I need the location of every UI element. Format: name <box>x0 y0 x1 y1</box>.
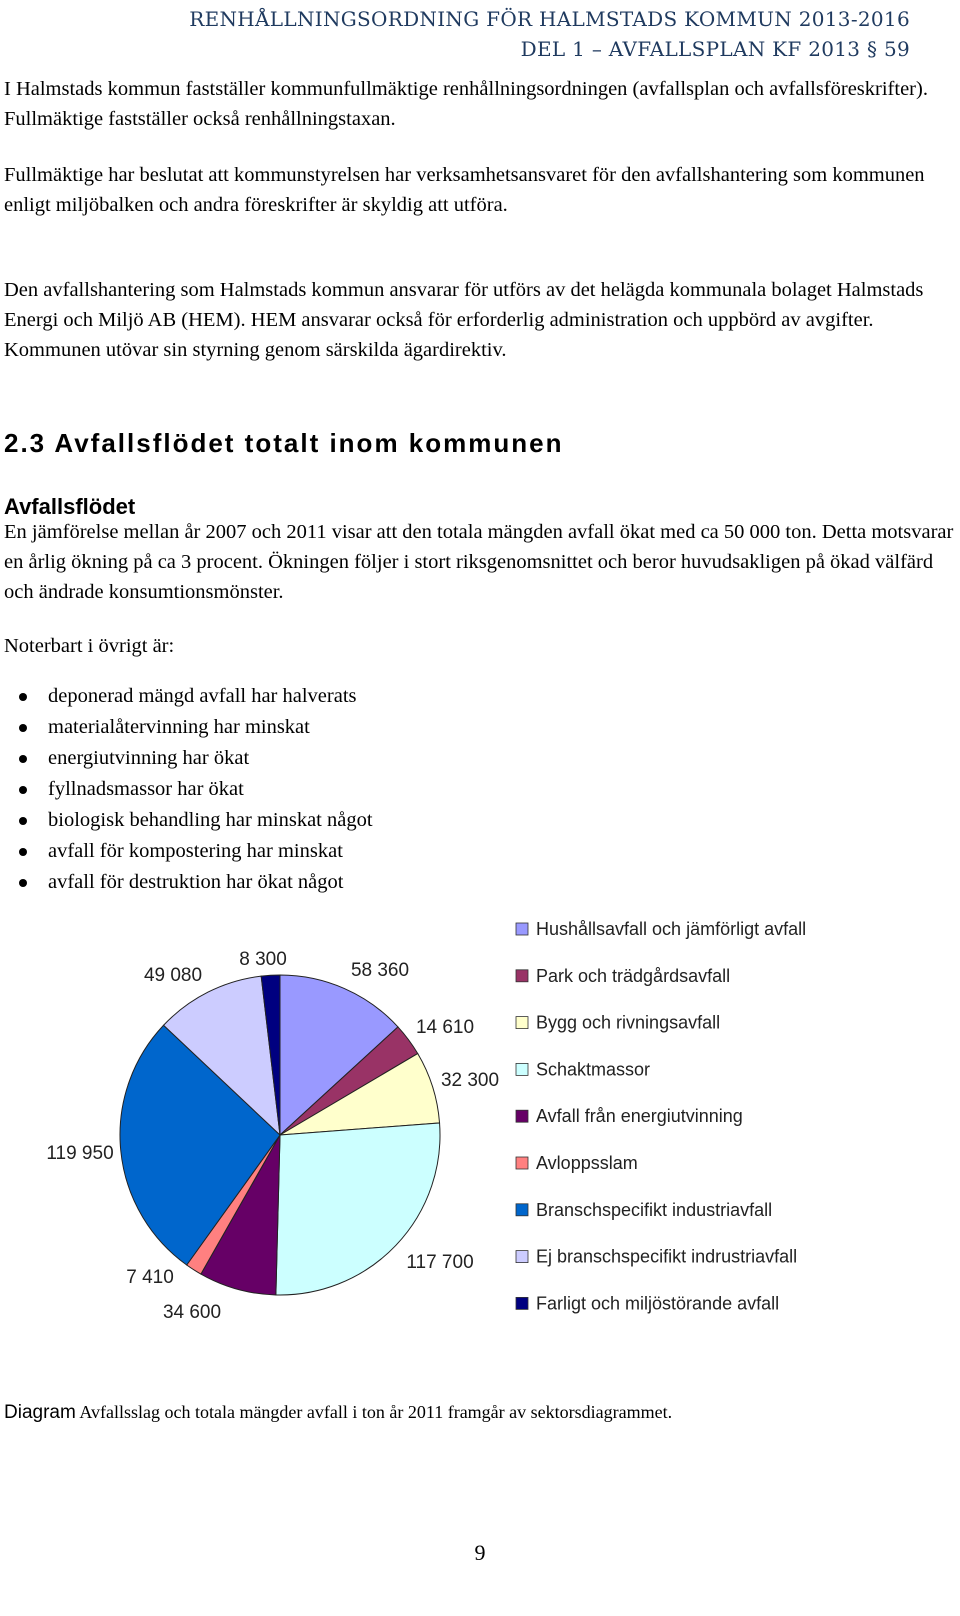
pie-value-label: 14 610 <box>415 1017 475 1038</box>
paragraph-3: Den avfallshantering som Halmstads kommun ansvarar för utförs av det helägda kommunala bolaget Halmstads Energi och Miljö AB (HEM). HEM ansvarar också för erforderlig administration och uppbörd av avgifter. Kommunen utövar sin styrning genom särskilda ägardirektiv. <box>4 279 924 361</box>
bullet-icon <box>19 693 27 701</box>
pie-value-label: 34 600 <box>162 1302 222 1323</box>
list-item <box>0 681 373 712</box>
pie-value-label: 58 360 <box>350 960 410 981</box>
list-item <box>0 743 373 774</box>
legend-label: Avfall från energiutvinning <box>536 1106 743 1127</box>
section-intro: En jämförelse mellan år 2007 och 2011 visar att den totala mängden avfall ökat med ca 50 000 ton. Detta motsvarar en årlig ökning på ca 3 procent. Ökningen följer i stort riksgenomsnittet och beror huvudsakligen på ökad välfärd och ändrade konsumtionsmönster. <box>4 521 954 603</box>
bullet-icon <box>19 879 27 887</box>
bullet-icon <box>19 848 27 856</box>
pie-value-label: 7 410 <box>126 1267 174 1288</box>
legend-label: Park och trädgårdsavfall <box>536 965 731 986</box>
bullet-icon <box>19 755 27 763</box>
header-subtitle: DEL 1 – AVFALLSPLAN KF 2013 § 59 <box>520 37 910 61</box>
legend-label: Ej branschspecifikt indrustriavfall <box>536 1246 798 1267</box>
bullet-icon <box>19 724 27 732</box>
paragraph-2: Fullmäktige har beslutat att kommunstyrelsen har verksamhetsansvaret för den avfallshantering som kommunen enligt miljöbalken och andra föreskrifter är skyldig att utföra. <box>4 164 925 216</box>
section-heading: 2.3 Avfallsflödet totalt inom kommunen <box>4 428 564 458</box>
page-number: 9 <box>474 1540 486 1565</box>
list-item-text: fyllnadsmassor har ökat <box>48 778 244 800</box>
list-item <box>0 774 373 805</box>
legend-swatch <box>516 1251 528 1263</box>
bullet-icon <box>19 817 27 825</box>
legend-label: Bygg och rivningsavfall <box>536 1012 721 1033</box>
list-item-text: biologisk behandling har minskat något <box>48 809 373 831</box>
figure-caption <box>4 1402 672 1424</box>
pie-value-label: 119 950 <box>46 1143 114 1164</box>
running-header <box>189 4 910 64</box>
legend-label: Avloppsslam <box>536 1153 638 1173</box>
list-item-text: deponerad mängd avfall har halverats <box>48 685 357 707</box>
legend-label: Farligt och miljöstörande avfall <box>536 1293 780 1314</box>
caption-lead: Diagram <box>4 1402 76 1423</box>
bullet-list <box>0 681 373 898</box>
list-item <box>0 712 373 743</box>
legend-swatch <box>516 1110 528 1122</box>
legend-label: Branschspecifikt industriavfall <box>536 1199 773 1220</box>
legend-swatch <box>516 1204 528 1216</box>
list-item <box>0 867 373 898</box>
legend-label: Hushållsavfall och jämförligt avfall <box>536 919 807 939</box>
legend-swatch <box>516 923 528 935</box>
legend-swatch <box>516 1017 528 1029</box>
legend-swatch <box>516 1063 528 1075</box>
list-item-text: energiutvinning har ökat <box>48 747 250 769</box>
pie-value-label: 32 300 <box>440 1070 500 1091</box>
list-item-text: avfall för kompostering har minskat <box>48 840 343 862</box>
paragraph-1: I Halmstads kommun fastställer kommunfullmäktige renhållningsordningen (avfallsplan och avfallsföreskrifter). Fullmäktige fastställer också renhållningstaxan. <box>4 78 928 130</box>
bullet-icon <box>19 786 27 794</box>
list-intro: Noterbart i övrigt är: <box>4 635 175 657</box>
legend-swatch <box>516 1297 528 1309</box>
list-item <box>0 805 373 836</box>
legend-label: Schaktmassor <box>536 1059 651 1080</box>
list-item-text: avfall för destruktion har ökat något <box>48 871 344 893</box>
legend-swatch <box>516 970 528 982</box>
list-item <box>0 836 373 867</box>
pie-value-label: 49 080 <box>143 965 203 986</box>
pie-value-label: 117 700 <box>406 1252 474 1273</box>
pie-chart <box>0 900 960 1340</box>
subsection-heading: Avfallsflödet <box>4 494 136 519</box>
legend-swatch <box>516 1157 528 1169</box>
caption-text: Avfallsslag och totala mängder avfall i ton år 2011 framgår av sektorsdiagrammet. <box>75 1402 673 1422</box>
header-title: RENHÅLLNINGSORDNING FÖR HALMSTADS KOMMUN 2013-2016 <box>189 7 910 31</box>
pie-value-label: 8 300 <box>239 949 287 970</box>
list-item-text: materialåtervinning har minskat <box>48 716 310 738</box>
